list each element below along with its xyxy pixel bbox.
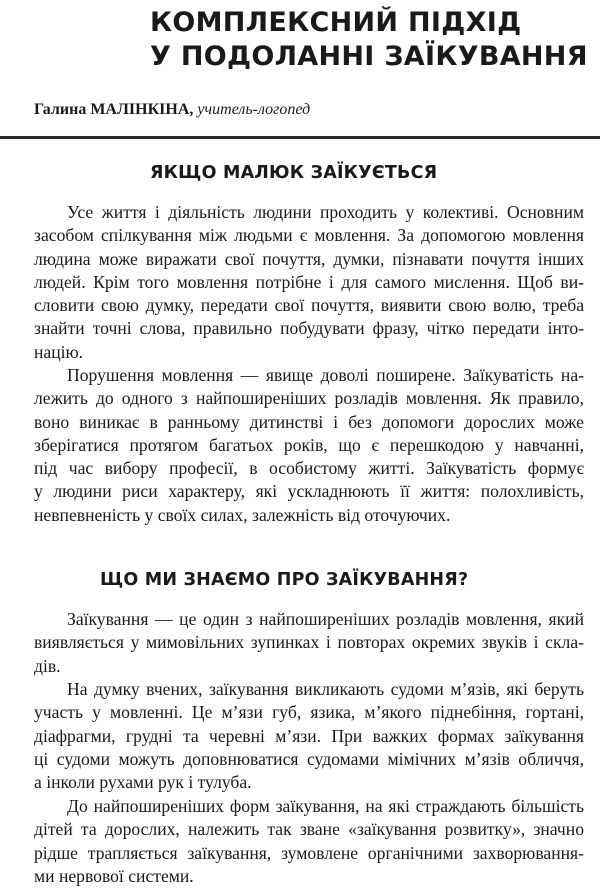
title-divider <box>0 136 600 139</box>
text-line: воно виникає в ранньому дитинстві і без допомоги дорослих може <box>34 411 584 432</box>
paragraph-3 <box>34 608 584 678</box>
paragraph-5 <box>34 795 584 888</box>
paragraph-1 <box>34 201 584 364</box>
text-line: ми нервової системи. <box>34 865 194 886</box>
paragraph-4 <box>34 678 584 794</box>
text-line: людей. Крім того мовлення потрібне і для самого мислення. Щоб ви- <box>34 271 584 292</box>
text-line: дітей та дорослих, належить так зване «заїкування розвитку», значно <box>34 819 584 840</box>
article-title-line-2: У ПОДОЛАННІ ЗАЇКУВАННЯ <box>150 41 588 72</box>
text-line: невпевненість у своїх силах, залежність від оточуючих. <box>34 504 451 525</box>
article-title <box>150 6 595 74</box>
author-role: учитель-логопед <box>197 101 311 118</box>
text-line: а інколи рухами рук і тулуба. <box>34 772 252 793</box>
section-heading-2: ЩО МИ ЗНАЄМО ПРО ЗАЇКУВАННЯ? <box>100 570 469 590</box>
text-line: лежить до одного з найпоширеніших розладів мовлення. Як правило, <box>34 388 584 409</box>
text-line: зберігатися протягом багатьох років, що є перешкодою у навчанні, <box>34 434 584 455</box>
text-line: участь у мовленні. Це м’язи губ, язика, м’якого піднебіння, гортані, <box>34 702 584 723</box>
text-line: знайти точні слова, правильно побудувати фразу, чітко передати інто- <box>34 318 584 339</box>
text-line: словити свою думку, передати свої почуття, виявити свою волю, треба <box>34 295 584 316</box>
text-line: ці судоми можуть доповнюватися судомами мімічних м’язів обличчя, <box>34 748 584 769</box>
article-title-line-1: КОМПЛЕКСНИЙ ПІДХІД <box>150 7 522 38</box>
text-line: До найпоширеніших форм заїкування, на які страждають більшість <box>67 796 584 816</box>
text-line: націю. <box>34 341 84 362</box>
text-line: виявляється у мимовільних зупинках і повторах окремих звуків і скла- <box>34 632 584 653</box>
text-line: діафрагми, грудні та черевні м’язи. При важких формах заїкування <box>34 725 584 746</box>
text-line: людина може виражати свої почуття, думки, пізнавати почуття інших <box>34 248 584 269</box>
text-line: На думку вчених, заїкування викликають судоми м’язів, які беруть <box>67 679 584 699</box>
author-byline <box>34 100 574 120</box>
text-line: Усе життя і діяльність людини проходить у колективі. Основним <box>67 202 584 222</box>
text-line: дів. <box>34 655 61 676</box>
text-line: у людини риси характеру, які ускладнюють її життя: полохливість, <box>34 481 584 502</box>
text-line: засобом спілкування між людьми є мовлення. За допомогою мовлення <box>34 225 584 246</box>
text-line: під час вибору професії, в особистому житті. Заїкуватість формує <box>34 458 584 479</box>
section-heading-1: ЯКЩО МАЛЮК ЗАЇКУЄТЬСЯ <box>150 163 438 183</box>
text-line: Порушення мовлення — явище доволі поширене. Заїкуватість на- <box>67 365 584 385</box>
paragraph-2 <box>34 364 584 527</box>
text-line: Заїкування — це один з найпоширеніших розладів мовлення, який <box>67 609 584 629</box>
text-line: рідше трапляється заїкування, зумовлене органічними захворювання- <box>34 842 584 863</box>
author-name: Галина МАЛІНКІНА, <box>34 101 194 118</box>
